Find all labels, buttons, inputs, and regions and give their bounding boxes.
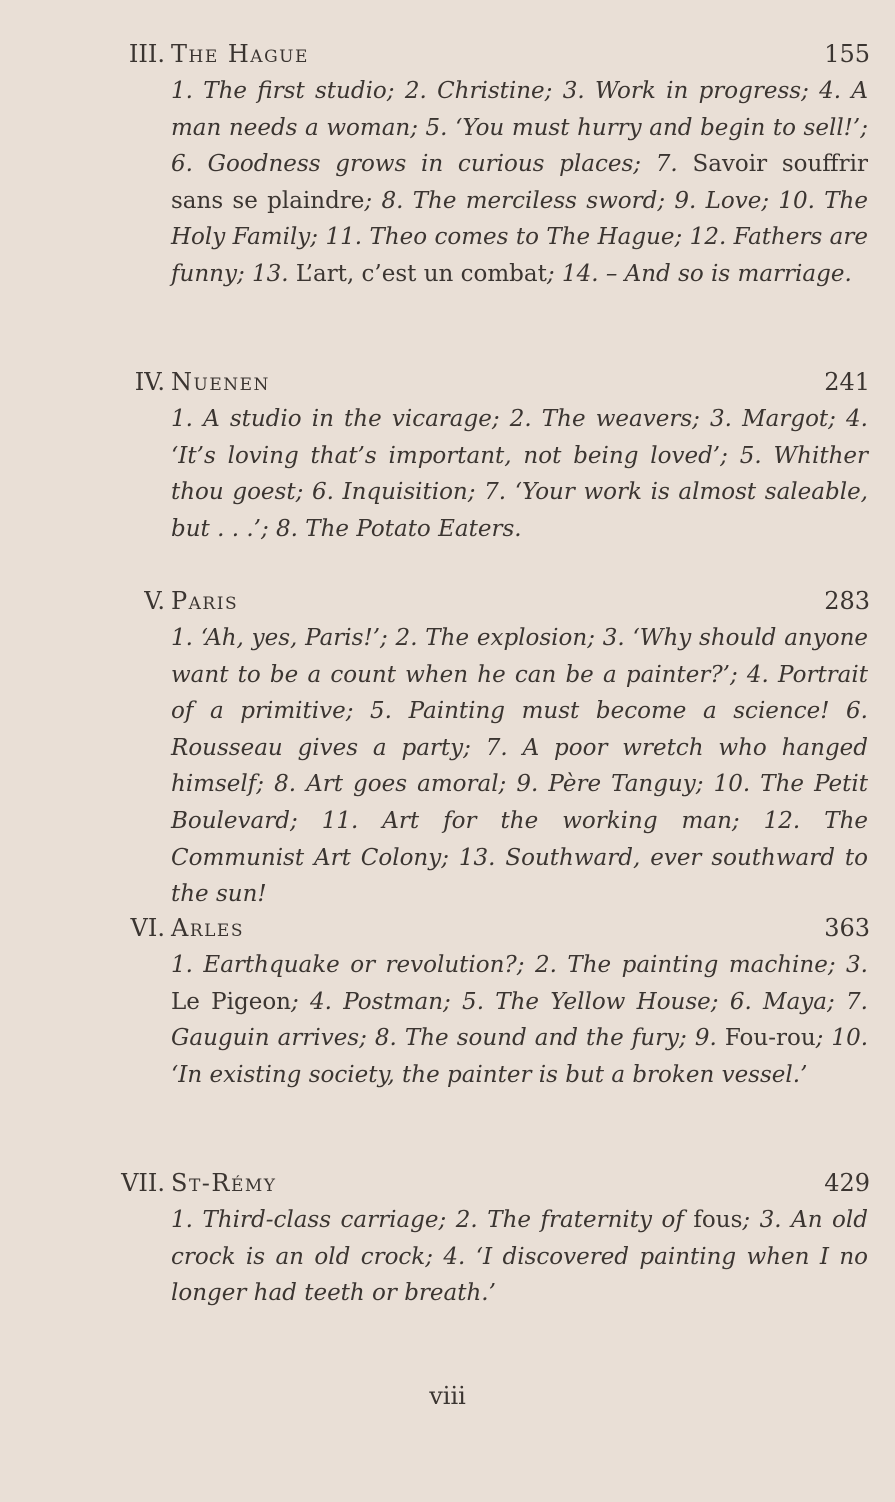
chapter-segment: Le Pigeon bbox=[171, 988, 291, 1015]
part-number: V. bbox=[144, 587, 165, 615]
chapter-segment: ; 3. An old crock is an old crock; 4. ‘I discovered painting when I no longer had teeth or breath.’ bbox=[171, 1207, 868, 1307]
chapter-list bbox=[171, 620, 868, 913]
chapter-segment: ; 10. ‘In existing society, the painter is but a broken vessel.’ bbox=[171, 1025, 869, 1088]
chapter-list bbox=[171, 947, 868, 1093]
page-number: 429 bbox=[824, 1169, 870, 1197]
chapter-segment: ; 4. Postman; 5. The Yellow House; 6. Maya; 7. Gauguin arrives; 8. The sound and the fury; 9. bbox=[171, 988, 868, 1052]
chapter-segment: 1. A studio in the vicarage; 2. The weavers; 3. Margot; 4. ‘It’s loving that’s important, not being loved’; 5. Whither thou goest; 6. Inquisition; 7. ‘Your work is almost saleable, but . . .’; 8. The Potato Eaters. bbox=[171, 406, 868, 542]
chapter-segment: fous bbox=[693, 1207, 743, 1233]
chapter-segment: 1. Third-class carriage; 2. The fraternity of bbox=[171, 1207, 694, 1233]
part-title: Paris bbox=[171, 587, 239, 615]
part-title: Arles bbox=[171, 914, 244, 942]
chapter-segment: 1. ‘Ah, yes, Paris!’; 2. The explosion; 3. ‘Why should anyone want to be a count when he can be a painter?’; 4. Portrait of a primitive; 5. Painting must become a science! 6. Rousseau gives a party; 7. A poor wretch who hanged himself; 8. Art goes amoral; 9. Père Tanguy; 10. The Petit Boulevard; 11. Art for the working man; 12. The Communist Art Colony; 13. Southward, ever southward to the sun! bbox=[171, 625, 868, 908]
part-number: III. bbox=[128, 40, 165, 68]
chapter-segment: L’art, c’est un combat bbox=[295, 260, 547, 287]
page-number: 283 bbox=[824, 587, 870, 615]
part-title: St-Rémy bbox=[171, 1169, 277, 1197]
page-number: 155 bbox=[824, 40, 870, 68]
chapter-list bbox=[171, 1202, 868, 1312]
chapter-segment: ; 14. – And so is marriage. bbox=[546, 260, 852, 287]
chapter-segment: Fou-rou bbox=[724, 1025, 816, 1052]
page-number: 241 bbox=[824, 368, 870, 396]
folio-page-number: viii bbox=[429, 1382, 466, 1410]
chapter-segment: 1. The first studio; 2. Christine; 3. Work in progress; 4. A man needs a woman; 5. ‘You must hurry and begin to sell!’; 6. Goodness grows in curious places; 7. bbox=[171, 78, 868, 178]
part-number: VII. bbox=[121, 1169, 165, 1197]
part-number: VI. bbox=[130, 914, 165, 942]
chapter-segment: ; 8. The merciless sword; 9. Love; 10. The Holy Family; 11. Theo comes to The Hague; 12. Fathers are funny; 13. bbox=[171, 187, 868, 287]
part-title: The Hague bbox=[171, 40, 309, 68]
chapter-list bbox=[171, 401, 868, 547]
page-number: 363 bbox=[824, 914, 870, 942]
part-title: Nuenen bbox=[171, 368, 270, 396]
chapter-list bbox=[171, 73, 868, 293]
part-number: IV. bbox=[134, 368, 165, 396]
chapter-segment: Savoir souffrir sans se plaindre bbox=[171, 151, 868, 214]
chapter-segment: 1. Earthquake or revolution?; 2. The painting machine; 3. bbox=[171, 952, 868, 978]
